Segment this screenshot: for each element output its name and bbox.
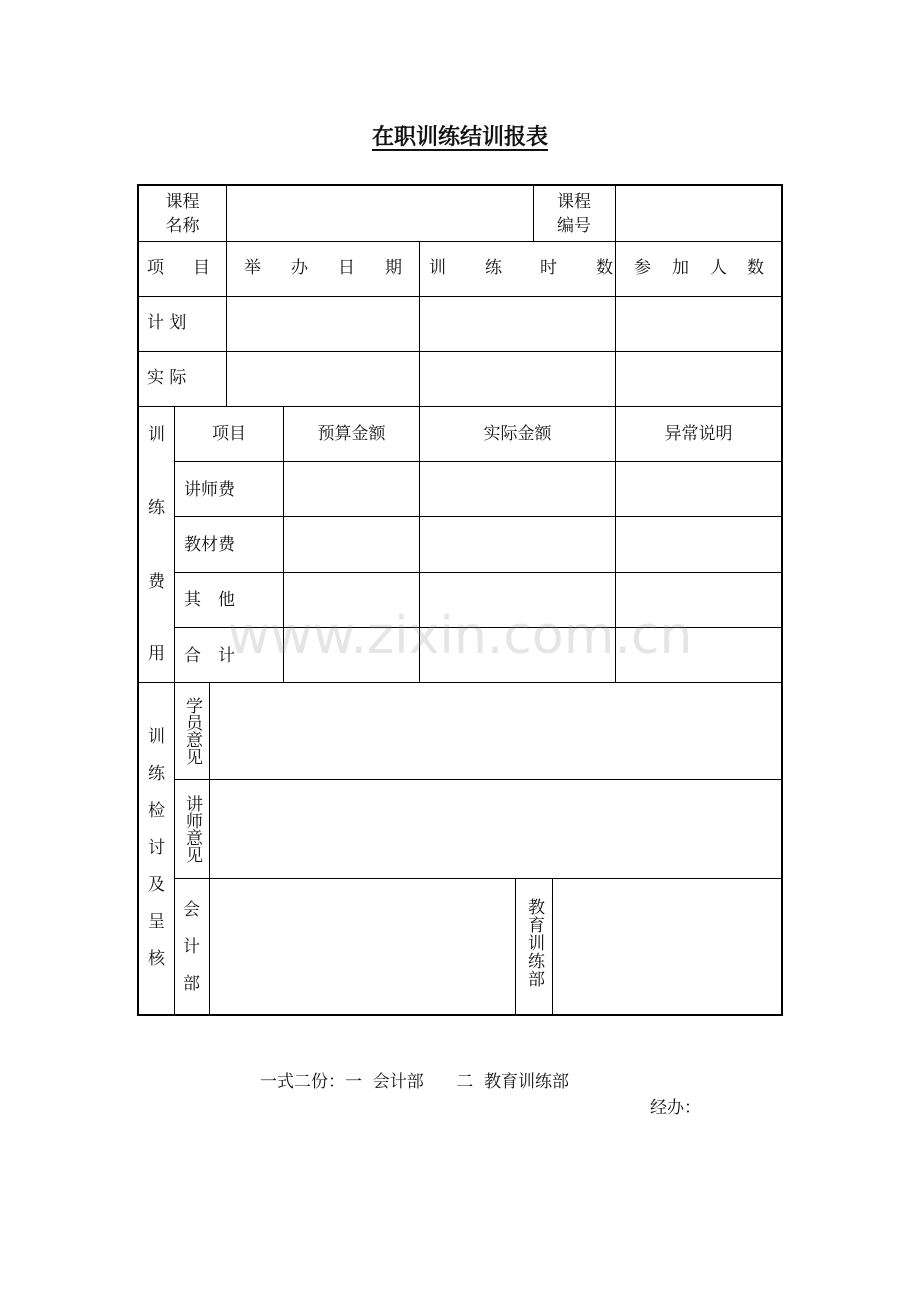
fee-item-other: 其 他 — [184, 590, 235, 610]
review-section-char: 检 — [148, 801, 165, 821]
course-number-field[interactable] — [616, 186, 781, 241]
review-section-char: 练 — [148, 764, 165, 784]
fees-section-char: 费 — [148, 572, 165, 592]
fees-section-char: 练 — [148, 498, 165, 518]
fee-item-materials: 教材费 — [184, 535, 235, 555]
actual-hours-field[interactable] — [420, 352, 615, 406]
student-opinion-label: 学员意见 — [182, 697, 202, 765]
col-people-char: 加 — [672, 258, 689, 278]
form-title: 在职训练结训报表 — [371, 125, 548, 150]
accounting-char: 计 — [183, 937, 200, 957]
col-date-char: 日 — [338, 258, 355, 278]
row-line — [139, 241, 781, 242]
fee-note-field[interactable] — [616, 462, 781, 516]
col-hours-char: 练 — [485, 258, 502, 278]
col-date-char: 办 — [291, 258, 308, 278]
fee-item-lecturer: 讲师费 — [184, 480, 235, 500]
lecturer-opinion-field[interactable] — [210, 780, 781, 878]
fee-item-total: 合 计 — [184, 646, 235, 666]
col-date-char: 举 — [244, 258, 261, 278]
review-section-char: 呈 — [148, 912, 165, 932]
fees-section-char: 用 — [148, 644, 165, 664]
col-item-char: 目 — [193, 258, 210, 278]
col-date-char: 期 — [385, 258, 402, 278]
col-hours-char: 训 — [429, 258, 446, 278]
plan-date-field[interactable] — [227, 297, 419, 351]
fees-section-char: 训 — [148, 425, 165, 445]
student-opinion-field[interactable] — [210, 683, 781, 779]
review-section-char: 讨 — [148, 838, 165, 858]
training-dept-sign-field[interactable] — [553, 879, 781, 1014]
plan-row-label: 计 划 — [147, 313, 187, 333]
fees-col-actual: 实际金额 — [483, 424, 552, 444]
accounting-sign-field[interactable] — [210, 879, 515, 1014]
accounting-char: 会 — [183, 900, 200, 920]
report-form-table — [137, 184, 783, 1016]
actual-row-label: 实 际 — [147, 368, 187, 388]
col-item-char: 项 — [147, 258, 164, 278]
review-section-char: 及 — [148, 875, 165, 895]
fee-actual-field[interactable] — [420, 462, 615, 516]
course-number-label: 课程 编号 — [557, 191, 591, 236]
row-line — [174, 572, 781, 573]
accounting-char: 部 — [183, 974, 200, 994]
actual-date-field[interactable] — [227, 352, 419, 406]
col-hours-char: 数 — [596, 258, 613, 278]
col-people-char: 数 — [747, 258, 764, 278]
review-section-char: 训 — [148, 727, 165, 747]
course-name-field[interactable] — [227, 186, 533, 241]
fees-col-note: 异常说明 — [664, 424, 733, 444]
plan-people-field[interactable] — [616, 297, 781, 351]
fees-col-budget: 预算金额 — [317, 424, 386, 444]
col-hours-char: 时 — [540, 258, 557, 278]
watermark: www.zixin.com.cn — [227, 606, 693, 666]
review-section-char: 核 — [148, 949, 165, 969]
row-line — [174, 516, 781, 517]
handler-label: 经办： — [650, 1098, 701, 1118]
training-dept-label: 教育训练部 — [524, 898, 544, 988]
plan-hours-field[interactable] — [420, 297, 615, 351]
row-line — [174, 627, 781, 628]
col-people-char: 参 — [634, 258, 651, 278]
col-people-char: 人 — [710, 258, 727, 278]
fee-budget-field[interactable] — [284, 462, 419, 516]
copies-note: 一式二份：一 会计部 二 教育训练部 — [260, 1072, 570, 1092]
course-name-label: 课程 名称 — [165, 191, 200, 236]
lecturer-opinion-label: 讲师意见 — [182, 795, 202, 863]
actual-people-field[interactable] — [616, 352, 781, 406]
fees-col-item: 项目 — [212, 424, 246, 444]
